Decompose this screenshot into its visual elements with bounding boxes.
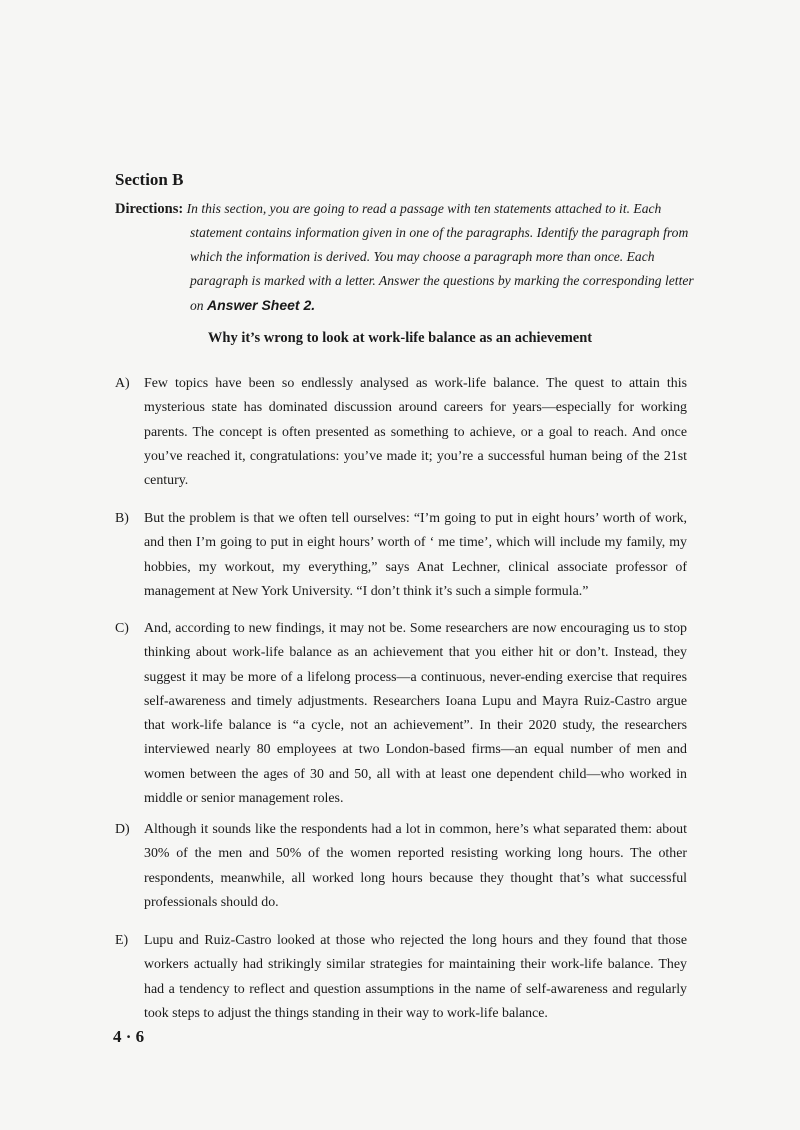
- paragraph-letter: E): [115, 933, 129, 948]
- paragraph-c: [115, 617, 687, 811]
- directions: [115, 197, 695, 318]
- paragraph-text: But the problem is that we often tell ourselves: “I’m going to put in eight hours’ worth of work, and then I’m going to put in eight hours’ worth of ‘ me time’, which will include my family, my hobbies, my workout, my everything,” says Anat Lechner, clinical associate professor of management at New York University. “I don’t think it’s such a simple formula.”: [144, 511, 687, 599]
- paragraph-b: [115, 507, 687, 604]
- directions-line-1: In this section, you are going to read a passage with ten statements attached to it. Each: [186, 201, 662, 216]
- section-title: Section B: [115, 170, 184, 189]
- paragraph-letter: D): [115, 822, 130, 837]
- paragraph-text: Although it sounds like the respondents had a lot in common, here’s what separated them: about 30% of the men and 50% of the women reported resisting working long hours. The other respondents, meanwhile, all worked long hours because they thought that’s what successful professionals should do.: [144, 822, 687, 910]
- paragraph-letter: C): [115, 621, 129, 636]
- directions-line-3: which the information is derived. You may choose a paragraph more than once. Each: [190, 249, 655, 264]
- paragraph-letter: A): [115, 376, 130, 391]
- paragraph-text: Lupu and Ruiz-Castro looked at those who rejected the long hours and they found that those workers actually had strikingly similar strategies for maintaining their work-life balance. They had a tendency to reflect and question assumptions in the name of self-awareness and regularly took steps to adjust the things standing in their way to work-life balance.: [144, 933, 687, 1021]
- paragraph-text: And, according to new findings, it may not be. Some researchers are now encouraging us to stop thinking about work-life balance as an achievement that you either hit or don’t. Instead, they suggest it may be more of a lifelong process—a continuous, never-ending exercise that requires self-awareness and timely adjustments. Researchers Ioana Lupu and Mayra Ruiz-Castro argue that work-life balance is “a cycle, not an achievement”. In their 2020 study, the researchers interviewed nearly 80 employees at two London-based firms—an equal number of men and women between the ages of 30 and 50, all with at least one dependent child—who worked in middle or senior management roles.: [144, 621, 687, 807]
- paragraph-a: [115, 372, 687, 493]
- directions-label: Directions:: [115, 201, 184, 217]
- paragraph-letter: B): [115, 511, 129, 526]
- answer-sheet-label: Answer Sheet 2.: [207, 297, 316, 313]
- directions-line-5-prefix: on: [190, 298, 204, 313]
- directions-line-4: paragraph is marked with a letter. Answer the questions by marking the corresponding letter: [190, 273, 694, 288]
- paragraph-d: [115, 818, 687, 915]
- paragraph-text: Few topics have been so endlessly analysed as work-life balance. The quest to attain this mysterious state has dominated discussion around careers for years—especially for working parents. The concept is often presented as something to achieve, or a goal to reach. And once you’ve reached it, congratulations: you’ve made it; you’re a successful human being of the 21st century.: [144, 376, 687, 489]
- paragraph-e: [115, 929, 687, 1026]
- directions-line-5: [115, 293, 695, 318]
- article-title: Why it’s wrong to look at work-life balance as an achievement: [207, 330, 593, 346]
- page-number: 4 · 6: [113, 1027, 145, 1046]
- directions-line-2: statement contains information given in one of the paragraphs. Identify the paragraph from: [190, 225, 689, 240]
